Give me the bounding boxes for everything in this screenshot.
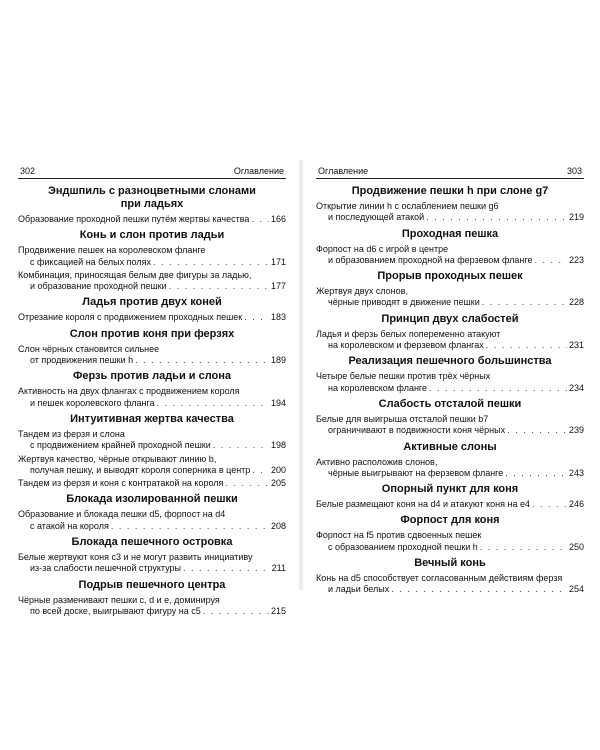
toc-entry xyxy=(18,344,286,367)
entry-last-line xyxy=(316,584,584,595)
toc-section xyxy=(18,493,286,532)
entry-text: с образованием проходной пешки h xyxy=(328,541,478,552)
entry-text: Жертвуя двух слонов, xyxy=(316,286,408,297)
toc-section xyxy=(316,270,584,309)
entry-text: Чёрные разменивают пешки c, d и e, доминируя xyxy=(18,594,220,605)
entry-page-number: 200 xyxy=(270,464,286,475)
toc-entry xyxy=(316,530,584,553)
entry-page-number: 198 xyxy=(270,440,286,451)
toc-section xyxy=(18,413,286,489)
entry-page-number: 194 xyxy=(270,397,286,408)
entry-page-number: 166 xyxy=(270,214,286,224)
entry-text: получая пешку, и выводят короля соперника в центр xyxy=(30,464,251,475)
entry-page-number: 239 xyxy=(568,425,584,436)
toc-section xyxy=(18,229,286,292)
entry-text: Форпост на d6 с игрой в центре xyxy=(316,243,449,254)
entry-text: Продвижение пешек на королевском фланге xyxy=(18,245,206,256)
entry-text: и последующей атакой xyxy=(328,212,425,223)
running-title: Оглавление xyxy=(318,166,369,176)
heading-line: Реализация пешечного большинства xyxy=(348,355,552,368)
entry-page-number: 234 xyxy=(568,382,584,393)
toc-entry xyxy=(316,371,584,394)
section-heading xyxy=(316,514,584,527)
entry-text: и ладьи белых xyxy=(328,584,390,595)
entry-page-number: 189 xyxy=(270,355,286,366)
entry-last-line xyxy=(18,521,286,532)
page-number: 302 xyxy=(20,166,36,176)
dot-leader xyxy=(480,542,567,553)
entry-text: Жертвуя качество, чёрные открывают линию b, xyxy=(18,453,217,464)
toc-entry xyxy=(18,595,286,618)
entry-last-line xyxy=(18,355,286,366)
dot-leader xyxy=(169,281,269,292)
toc-entry xyxy=(18,509,286,532)
entry-text: из-за слабости пешечной структуры xyxy=(30,563,182,574)
heading-line: Слабость отсталой пешки xyxy=(378,397,522,410)
entry-last-line xyxy=(18,312,286,323)
dot-leader xyxy=(532,499,567,510)
entry-last-line xyxy=(18,563,286,574)
toc-section xyxy=(18,296,286,323)
section-heading xyxy=(18,370,286,383)
entry-text: ограничивают в подвижности коня чёрных xyxy=(328,425,506,436)
dot-leader xyxy=(486,340,567,351)
dot-leader xyxy=(213,440,269,451)
entry-last-line xyxy=(316,212,584,223)
toc-sections xyxy=(18,185,286,617)
toc-entry xyxy=(18,270,286,293)
section-heading xyxy=(18,185,286,211)
toc-section xyxy=(316,398,584,437)
toc-entry xyxy=(18,214,286,225)
dot-leader xyxy=(225,478,269,489)
toc-section xyxy=(316,514,584,553)
dot-leader xyxy=(429,383,567,394)
heading-line: Активные слоны xyxy=(403,440,497,453)
section-heading xyxy=(18,493,286,506)
entry-page-number: 250 xyxy=(568,541,584,552)
toc-section xyxy=(316,228,584,267)
entry-text: Образование и блокада пешки d5, форпост на d4 xyxy=(18,509,226,520)
entry-text: с продвижением крайней проходной пешки xyxy=(30,440,211,451)
toc-section xyxy=(18,328,286,367)
dot-leader xyxy=(153,257,269,268)
entry-text: Образование проходной пешки путём жертвы качества xyxy=(18,214,250,224)
entry-text: от продвижения пешки h xyxy=(30,355,134,366)
entry-last-line xyxy=(316,255,584,266)
entry-text: чёрные выигрывают на ферзевом фланге xyxy=(328,467,504,478)
heading-line: Ферзь против ладьи и слона xyxy=(72,370,232,383)
entry-text: чёрные приводят в движение пешки xyxy=(328,297,480,308)
heading-line: Блокада пешечного островка xyxy=(71,536,233,549)
toc-section xyxy=(316,355,584,394)
toc-entry xyxy=(18,454,286,477)
section-heading xyxy=(18,536,286,549)
toc-entry xyxy=(316,329,584,352)
heading-line: Подрыв пешечного центра xyxy=(78,578,226,591)
entry-page-number: 246 xyxy=(568,499,584,510)
entry-text: Комбинация, приносящая белым две фигуры за ладью, xyxy=(18,269,252,280)
entry-text: и образование проходной пешки xyxy=(30,281,167,292)
entry-last-line xyxy=(18,465,286,476)
section-heading xyxy=(18,229,286,242)
toc-entry xyxy=(316,201,584,224)
entry-text: Тандем из ферзя и коня с контратакой на короля xyxy=(18,478,224,489)
toc-entry xyxy=(316,286,584,309)
entry-text: Белые жертвуют коня c3 и не могут развить инициативу xyxy=(18,552,253,563)
toc-section xyxy=(316,185,584,224)
toc-section xyxy=(18,579,286,618)
entry-last-line xyxy=(316,499,584,510)
entry-page-number: 243 xyxy=(568,467,584,478)
dot-leader xyxy=(507,425,567,436)
toc-entry xyxy=(316,244,584,267)
entry-text: на королевском фланге xyxy=(328,382,428,393)
toc-entry xyxy=(18,386,286,409)
section-heading xyxy=(316,355,584,368)
heading-line: Продвижение пешки h при слоне g7 xyxy=(351,185,549,197)
entry-text: с фиксацией на белых полях xyxy=(30,256,151,267)
section-heading xyxy=(18,579,286,592)
dot-leader xyxy=(111,521,269,532)
entry-last-line xyxy=(316,468,584,479)
toc-section xyxy=(316,557,584,596)
heading-line: Форпост для коня xyxy=(400,514,500,527)
page-number: 303 xyxy=(566,166,582,176)
entry-text: и образованием проходной на ферзевом фланге xyxy=(328,254,533,265)
section-heading xyxy=(316,313,584,326)
heading-line: Интуитивная жертва качества xyxy=(70,412,234,425)
toc-entry xyxy=(18,478,286,489)
section-heading xyxy=(18,413,286,426)
heading-line: Слон против коня при ферзях xyxy=(69,327,235,340)
entry-page-number: 183 xyxy=(270,312,286,323)
toc-entry xyxy=(18,552,286,575)
entry-last-line xyxy=(18,281,286,292)
entry-text: на королевском и ферзевом флангах xyxy=(328,340,484,351)
toc-section xyxy=(18,185,286,225)
entry-text: Ладья и ферзь белых попеременно атакуют xyxy=(316,328,501,339)
entry-last-line xyxy=(18,478,286,489)
toc-entry xyxy=(316,414,584,437)
entry-last-line xyxy=(18,257,286,268)
section-heading xyxy=(316,557,584,570)
section-heading xyxy=(316,398,584,411)
entry-last-line xyxy=(18,440,286,451)
dot-leader xyxy=(203,606,269,617)
heading-line: Блокада изолированной пешки xyxy=(66,493,238,506)
entry-text: Открытие линии h с ослаблением пешки g6 xyxy=(316,201,499,211)
entry-text: Белые для выигрыша отсталой пешки b7 xyxy=(316,413,489,424)
heading-line: Вечный конь xyxy=(414,557,486,570)
heading-line: Принцип двух слабостей xyxy=(381,312,519,325)
right-page xyxy=(316,166,584,599)
section-heading xyxy=(18,296,286,309)
entry-page-number: 208 xyxy=(270,520,286,531)
entry-last-line xyxy=(316,542,584,553)
left-page-header xyxy=(18,166,286,179)
entry-text: с атакой на короля xyxy=(30,520,109,531)
heading-line: при ладьях xyxy=(120,198,184,210)
entry-page-number: 215 xyxy=(270,605,286,616)
toc-entry xyxy=(18,429,286,452)
section-heading xyxy=(316,483,584,496)
section-heading xyxy=(316,441,584,454)
entry-text: Слон чёрных становится сильнее xyxy=(18,343,160,354)
section-heading xyxy=(18,328,286,341)
entry-last-line xyxy=(18,606,286,617)
dot-leader xyxy=(135,355,269,366)
entry-page-number: 177 xyxy=(270,281,286,292)
dot-leader xyxy=(244,312,269,323)
dot-leader xyxy=(183,563,270,574)
entry-last-line xyxy=(18,398,286,409)
entry-text: Конь на d5 способствует согласованным действиям ферзя xyxy=(316,573,563,584)
entry-text: по всей доске, выигрывают фигуру на c5 xyxy=(30,605,201,616)
toc-section xyxy=(18,536,286,575)
section-heading xyxy=(316,185,584,198)
dot-leader xyxy=(252,465,269,476)
dot-leader xyxy=(505,468,567,479)
toc-entry xyxy=(316,457,584,480)
entry-page-number: 231 xyxy=(568,340,584,351)
toc-sections xyxy=(316,185,584,596)
entry-text: Активность на двух флангах с продвижением короля xyxy=(18,386,240,397)
heading-line: Проходная пешка xyxy=(401,227,499,240)
entry-last-line xyxy=(18,214,286,225)
entry-page-number: 223 xyxy=(568,254,584,265)
dot-leader xyxy=(391,584,567,595)
entry-text: Активно расположив слонов, xyxy=(316,456,438,467)
toc-section xyxy=(18,370,286,409)
right-page-header xyxy=(316,166,584,179)
toc-section xyxy=(316,441,584,480)
entry-text: Белые размещают коня на d4 и атакуют коня на e4 xyxy=(316,499,530,510)
entry-last-line xyxy=(316,340,584,351)
toc-entry xyxy=(18,312,286,323)
heading-line: Эндшпиль с разноцветными слонами xyxy=(48,185,256,197)
entry-page-number: 254 xyxy=(568,584,584,595)
heading-line: Опорный пункт для коня xyxy=(381,483,519,496)
entry-page-number: 171 xyxy=(270,256,286,267)
heading-line: Ладья против двух коней xyxy=(82,296,222,309)
entry-text: Тандем из ферзя и слона xyxy=(18,428,125,439)
entry-page-number: 211 xyxy=(271,563,286,574)
dot-leader xyxy=(157,398,269,409)
running-title: Оглавление xyxy=(233,166,284,176)
toc-entry xyxy=(316,573,584,596)
entry-text: Четыре белые пешки против трёх чёрных xyxy=(316,371,491,382)
entry-text: Отрезание короля с продвижением проходных пешек xyxy=(18,312,243,323)
dot-leader xyxy=(482,297,567,308)
entry-last-line xyxy=(316,297,584,308)
entry-text: Форпост на f5 против сдвоенных пешек xyxy=(316,530,482,541)
section-heading xyxy=(316,270,584,283)
toc-entry xyxy=(316,499,584,510)
heading-line: Конь и слон против ладьи xyxy=(79,229,225,242)
entry-page-number: 205 xyxy=(270,478,286,489)
entry-last-line xyxy=(316,425,584,436)
left-page xyxy=(18,166,286,620)
section-heading xyxy=(316,228,584,241)
heading-line: Прорыв проходных пешек xyxy=(377,270,523,283)
toc-section xyxy=(316,313,584,352)
dot-leader xyxy=(534,255,567,266)
entry-page-number: 219 xyxy=(568,212,584,223)
toc-entry xyxy=(18,245,286,268)
entry-last-line xyxy=(316,383,584,394)
entry-text: и пешек королевского фланга xyxy=(30,397,155,408)
entry-page-number: 228 xyxy=(568,297,584,308)
toc-section xyxy=(316,483,584,510)
book-fold xyxy=(298,160,304,590)
dot-leader xyxy=(251,214,269,225)
dot-leader xyxy=(426,212,567,223)
